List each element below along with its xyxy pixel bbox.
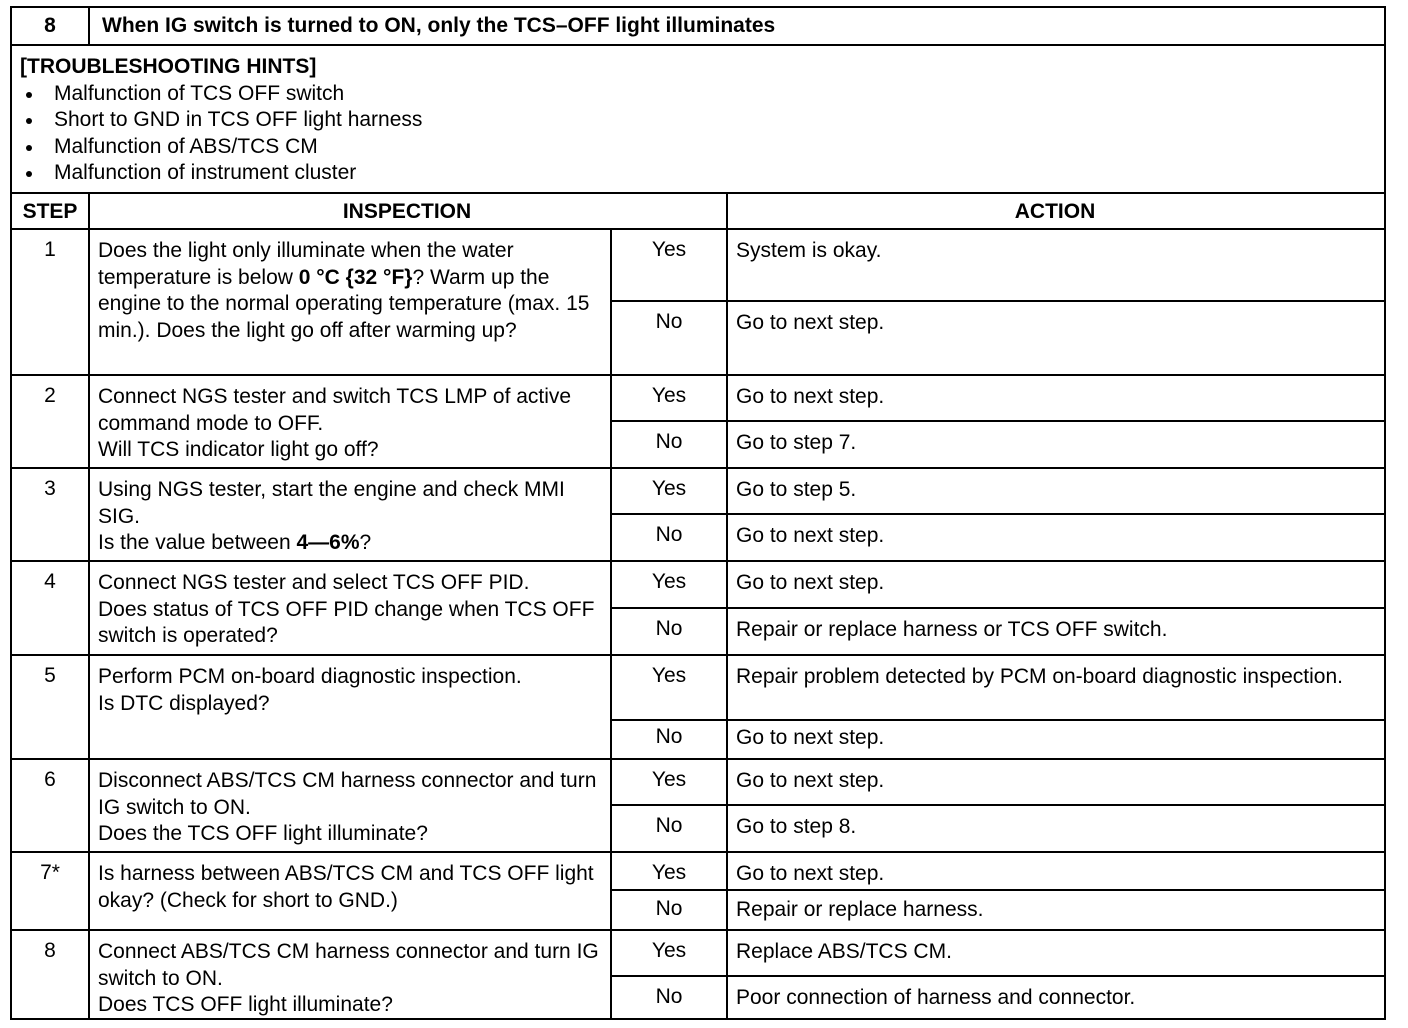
procedure-number: 8 bbox=[12, 8, 90, 44]
no-branch bbox=[612, 515, 1384, 560]
answer-no: No bbox=[655, 310, 683, 333]
hint-item: Malfunction of instrument cluster bbox=[20, 160, 1384, 187]
table-row bbox=[12, 469, 1384, 562]
action-text: System is okay. bbox=[736, 239, 882, 262]
inspection-text: Connect NGS tester and switch TCS LMP of active command mode to OFF. Will TCS indicator light go off? bbox=[98, 385, 572, 461]
procedure-title: When IG switch is turned to ON, only the TCS–OFF light illuminates bbox=[102, 14, 776, 37]
yes-branch bbox=[612, 230, 1384, 302]
step-number: 4 bbox=[44, 570, 56, 593]
hints-list bbox=[20, 81, 1384, 187]
step-number: 5 bbox=[44, 664, 56, 687]
answer-yes: Yes bbox=[651, 664, 687, 687]
inspection-bold-value: 0 °C {32 °F} bbox=[298, 265, 413, 289]
table-row bbox=[12, 853, 1384, 931]
inspection-text: Disconnect ABS/TCS CM harness connector and turn IG switch to ON. Does the TCS OFF light illuminate? bbox=[98, 769, 597, 845]
no-branch bbox=[612, 721, 1384, 758]
inspection-bold-value: 4—6% bbox=[296, 531, 360, 554]
answer-no: No bbox=[655, 725, 683, 748]
answer-yes: Yes bbox=[651, 384, 687, 407]
inspection-text: Connect ABS/TCS CM harness connector and turn IG switch to ON. Does TCS OFF light illuminate? bbox=[98, 940, 599, 1016]
answer-yes: Yes bbox=[651, 939, 687, 962]
action-text: Replace ABS/TCS CM. bbox=[736, 940, 952, 963]
no-branch bbox=[612, 977, 1384, 1020]
inspection-text-part: ? bbox=[359, 531, 372, 554]
table-row bbox=[12, 562, 1384, 656]
answer-no: No bbox=[655, 617, 683, 640]
answer-yes: Yes bbox=[651, 861, 687, 884]
action-text: Repair problem detected by PCM on-board diagnostic inspection. bbox=[736, 665, 1344, 688]
troubleshooting-hints bbox=[12, 46, 1384, 194]
table-row bbox=[12, 760, 1384, 853]
inspection-text: Perform PCM on-board diagnostic inspection. Is DTC displayed? bbox=[98, 665, 522, 715]
yes-branch bbox=[612, 469, 1384, 515]
inspection-text: Is harness between ABS/TCS CM and TCS OFF light okay? (Check for short to GND.) bbox=[98, 862, 594, 912]
table-row bbox=[12, 376, 1384, 469]
column-header-inspection: INSPECTION bbox=[88, 194, 726, 230]
inspection-text: Connect NGS tester and select TCS OFF PID. Does status of TCS OFF PID change when TCS OFF switch is operated? bbox=[98, 571, 595, 647]
answer-yes: Yes bbox=[651, 477, 687, 500]
yes-branch bbox=[612, 931, 1384, 977]
answer-yes: Yes bbox=[651, 238, 687, 261]
step-number: 2 bbox=[44, 384, 56, 407]
no-branch bbox=[612, 891, 1384, 929]
column-header-step: STEP bbox=[12, 194, 88, 230]
table-row bbox=[12, 230, 1384, 376]
action-text: Go to next step. bbox=[736, 726, 885, 749]
action-text: Go to next step. bbox=[736, 862, 885, 885]
table-header-bar bbox=[12, 8, 1384, 46]
step-number: 8 bbox=[44, 939, 56, 962]
yes-branch bbox=[612, 760, 1384, 806]
action-text: Repair or replace harness or TCS OFF switch. bbox=[736, 618, 1168, 641]
inspection-text-part: Does the light only illuminate when the water temperature is below bbox=[98, 239, 514, 289]
action-text: Go to step 5. bbox=[736, 478, 857, 501]
yes-branch bbox=[612, 562, 1384, 609]
inspection-text-part: ? Warm up the engine to the normal operating temperature (max. 15 min.). Does the light go off after warming up? bbox=[98, 265, 590, 342]
table-row bbox=[12, 931, 1384, 1020]
hint-item: Short to GND in TCS OFF light harness bbox=[20, 107, 1384, 134]
answer-no: No bbox=[655, 985, 683, 1008]
answer-yes: Yes bbox=[651, 768, 687, 791]
yes-branch bbox=[612, 853, 1384, 891]
step-number: 1 bbox=[44, 238, 56, 261]
action-text: Go to next step. bbox=[736, 769, 885, 792]
column-header-action: ACTION bbox=[726, 194, 1384, 230]
action-text: Go to next step. bbox=[736, 571, 885, 594]
troubleshooting-table bbox=[10, 6, 1386, 1020]
yes-branch bbox=[612, 656, 1384, 721]
answer-no: No bbox=[655, 523, 683, 546]
action-text: Poor connection of harness and connector. bbox=[736, 986, 1136, 1009]
answer-no: No bbox=[655, 897, 683, 920]
yes-branch bbox=[612, 376, 1384, 422]
step-number: 7* bbox=[40, 861, 60, 884]
answer-no: No bbox=[655, 430, 683, 453]
inspection-text bbox=[98, 477, 608, 557]
inspection-text-part: Using NGS tester, start the engine and check MMI SIG. Is the value between bbox=[98, 478, 565, 554]
no-branch bbox=[612, 609, 1384, 654]
no-branch bbox=[612, 422, 1384, 467]
hint-item: Malfunction of TCS OFF switch bbox=[20, 81, 1384, 108]
action-text: Go to next step. bbox=[736, 524, 885, 547]
no-branch bbox=[612, 302, 1384, 374]
answer-no: No bbox=[655, 814, 683, 837]
no-branch bbox=[612, 806, 1384, 851]
inspection-text bbox=[98, 238, 608, 344]
action-text: Repair or replace harness. bbox=[736, 898, 984, 921]
action-text: Go to next step. bbox=[736, 385, 885, 408]
answer-yes: Yes bbox=[651, 570, 687, 593]
steps-body bbox=[12, 230, 1384, 1018]
hints-title: [TROUBLESHOOTING HINTS] bbox=[20, 55, 317, 78]
action-text: Go to step 8. bbox=[736, 815, 857, 838]
table-row bbox=[12, 656, 1384, 760]
hint-item: Malfunction of ABS/TCS CM bbox=[20, 134, 1384, 161]
step-number: 6 bbox=[44, 768, 56, 791]
action-text: Go to next step. bbox=[736, 311, 885, 334]
action-text: Go to step 7. bbox=[736, 431, 857, 454]
step-number: 3 bbox=[44, 477, 56, 500]
